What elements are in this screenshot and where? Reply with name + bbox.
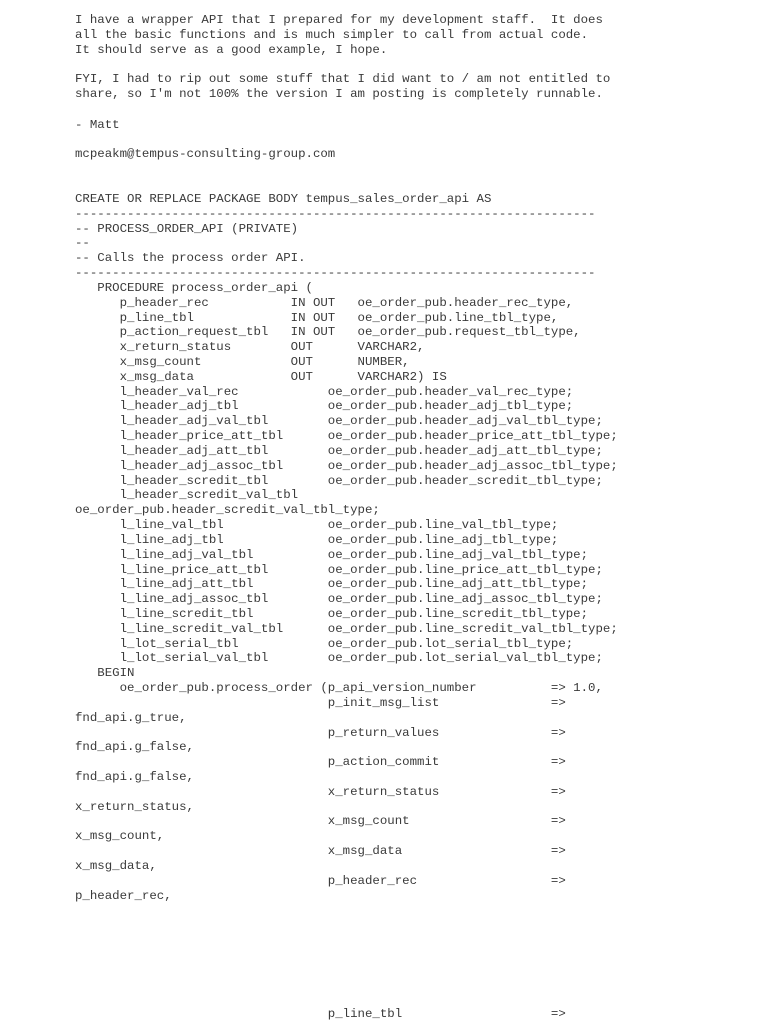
code-line: l_line_scredit_tbl oe_order_pub.line_scredit_tbl_type; — [75, 606, 589, 621]
code-line: CREATE OR REPLACE PACKAGE BODY tempus_sales_order_api AS — [75, 192, 492, 206]
code-line: ---------------------------------------------------------------------- — [75, 266, 596, 281]
code-line: l_header_adj_tbl oe_order_pub.header_adj_tbl_type; — [75, 399, 574, 414]
code-line: l_header_scredit_tbl oe_order_pub.header_scredit_tbl_type; — [75, 473, 603, 488]
code-line: l_line_adj_val_tbl oe_order_pub.line_adj_val_tbl_type; — [75, 547, 589, 562]
code-line: x_msg_count, — [75, 829, 165, 844]
code-line: x_return_status, — [75, 799, 194, 814]
code-line: l_header_scredit_val_tbl — [75, 488, 299, 503]
code-line: l_header_adj_assoc_tbl oe_order_pub.header_adj_assoc_tbl_type; — [75, 458, 618, 473]
code-line: x_msg_data, — [75, 858, 157, 873]
code-line: p_init_msg_list => — [75, 695, 566, 710]
code-line: p_line_tbl IN OUT oe_order_pub.line_tbl_type, — [75, 310, 559, 325]
code-line: x_msg_data OUT VARCHAR2) IS — [75, 369, 447, 384]
code-line: l_header_val_rec oe_order_pub.header_val_rec_type; — [75, 384, 574, 399]
code-line: l_header_adj_val_tbl oe_order_pub.header_adj_val_tbl_type; — [75, 414, 603, 429]
code-line: p_header_rec, — [75, 888, 172, 903]
code-line: p_header_rec => — [75, 873, 566, 888]
fyi-line: FYI, I had to rip out some stuff that I did want to / am not entitled to — [75, 72, 611, 86]
code-line: x_msg_count => — [75, 814, 566, 829]
code-line: l_line_adj_att_tbl oe_order_pub.line_adj_att_tbl_type; — [75, 577, 589, 592]
code-line: -- — [75, 236, 90, 251]
code-line: x_msg_count OUT NUMBER, — [75, 355, 410, 370]
fyi-line: share, so I'm not 100% the version I am posting is completely runnable. — [75, 86, 603, 101]
code-line: fnd_api.g_false, — [75, 769, 194, 784]
email-address: mcpeakm@tempus-consulting-group.com — [75, 147, 336, 161]
code-line: ---------------------------------------------------------------------- — [75, 206, 596, 221]
code-line: l_line_scredit_val_tbl oe_order_pub.line_scredit_val_tbl_type; — [75, 621, 618, 636]
code-line: PROCEDURE process_order_api ( — [75, 280, 313, 295]
code-line: l_lot_serial_val_tbl oe_order_pub.lot_serial_val_tbl_type; — [75, 651, 603, 666]
code-line: BEGIN — [75, 666, 135, 681]
code-line: -- PROCESS_ORDER_API (PRIVATE) — [75, 221, 299, 236]
code-line: oe_order_pub.header_scredit_val_tbl_type; — [75, 503, 380, 518]
code-line: l_lot_serial_tbl oe_order_pub.lot_serial_tbl_type; — [75, 636, 574, 651]
code-line: p_header_rec IN OUT oe_order_pub.header_rec_type, — [75, 295, 574, 310]
signature: - Matt — [75, 118, 120, 132]
code-line: oe_order_pub.process_order (p_api_version_number => 1.0, — [75, 681, 603, 696]
code-line: l_header_price_att_tbl oe_order_pub.header_price_att_tbl_type; — [75, 429, 618, 444]
code-line: -- Calls the process order API. — [75, 251, 306, 266]
code-line: p_action_request_tbl IN OUT oe_order_pub.request_tbl_type, — [75, 325, 581, 340]
code-line: x_return_status => — [75, 784, 566, 799]
intro-line: I have a wrapper API that I prepared for my development staff. It does — [75, 13, 603, 27]
code-line: p_action_commit => — [75, 755, 566, 770]
code-line: l_line_val_tbl oe_order_pub.line_val_tbl_type; — [75, 518, 559, 533]
code-line: x_msg_data => — [75, 844, 566, 859]
code-line: fnd_api.g_true, — [75, 710, 187, 725]
code-line: l_header_adj_att_tbl oe_order_pub.header_adj_att_tbl_type; — [75, 443, 603, 458]
code-line: l_line_price_att_tbl oe_order_pub.line_price_att_tbl_type; — [75, 562, 603, 577]
code-line: x_return_status OUT VARCHAR2, — [75, 340, 425, 355]
code-line: l_line_adj_assoc_tbl oe_order_pub.line_adj_assoc_tbl_type; — [75, 592, 603, 607]
code-line: p_return_values => — [75, 725, 566, 740]
code-line: fnd_api.g_false, — [75, 740, 194, 755]
intro-line: It should serve as a good example, I hope. — [75, 42, 388, 57]
code-line: l_line_adj_tbl oe_order_pub.line_adj_tbl_type; — [75, 532, 559, 547]
code-line: p_line_tbl => — [75, 1007, 566, 1021]
intro-line: all the basic functions and is much simpler to call from actual code. — [75, 27, 589, 42]
